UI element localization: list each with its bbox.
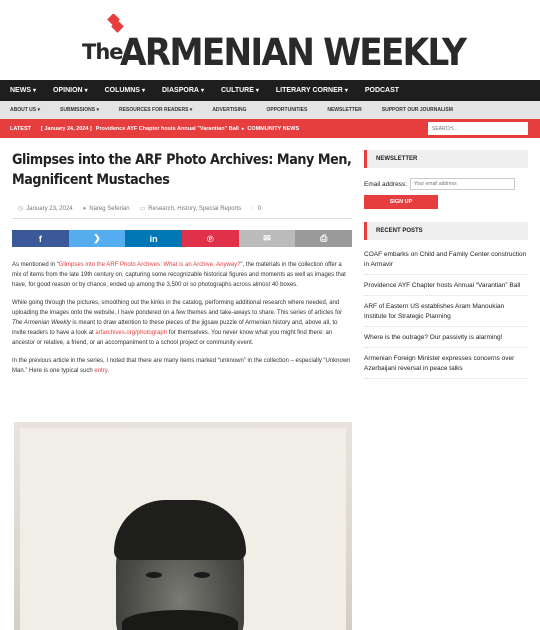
nav-literary-corner[interactable]: LITERARY CORNER ▾ [275, 87, 348, 94]
print-icon: ⎙ [320, 233, 328, 243]
subnav-newsletter[interactable]: NEWSLETTER [327, 107, 362, 113]
site-logo[interactable] [82, 12, 466, 74]
article-link[interactable]: Glimpses into the ARF Photo Archives: What is an Archive, Anyway? [58, 262, 241, 268]
main-nav [0, 80, 540, 101]
recent-post-link[interactable]: ARF of Eastern US establishes Aram Manoukian Institute for Strategic Planning [364, 302, 528, 327]
share-linkedin-button[interactable] [125, 230, 182, 247]
paragraph: In the previous article in the series, I noted that there are many items marked “unknown” in the collection – especially “Unknown Man.” Here is one typical such entry. [12, 358, 351, 374]
clock-icon: ◷ [18, 206, 24, 212]
archive-photo [14, 422, 352, 630]
subnav-resources[interactable]: RESOURCES FOR READERS ▾ [118, 107, 193, 113]
sidebar [364, 150, 528, 372]
article-comments-count[interactable]: 0 [257, 205, 262, 212]
logo-name: ARMENIAN WEEKLY [120, 31, 466, 74]
chevron-down-icon: ▾ [189, 107, 193, 113]
recent-post-link[interactable]: COAF embarks on Child and Family Center construction in Armavir [364, 250, 528, 275]
share-pinterest-button[interactable] [182, 230, 239, 247]
comment-icon: ◌ [251, 205, 255, 212]
article-date: January 23, 2024 [26, 205, 73, 212]
email-field[interactable] [410, 178, 515, 190]
search-input[interactable] [428, 122, 528, 135]
subnav-submissions[interactable]: SUBMISSIONS ▾ [60, 107, 99, 113]
share-twitter-button[interactable] [69, 230, 126, 247]
share-facebook-button[interactable] [12, 230, 69, 247]
chevron-down-icon: ▾ [141, 88, 145, 94]
newsletter-form [364, 178, 528, 209]
linkedin-icon: in [149, 233, 158, 244]
newsletter-widget-title: NEWSLETTER [364, 150, 528, 168]
secondary-nav [0, 101, 540, 119]
nav-podcast[interactable]: PODCAST [364, 87, 400, 94]
chevron-down-icon: ▾ [200, 88, 204, 94]
latest-ticker [0, 119, 540, 138]
article-author[interactable]: Nareg Seferian [89, 205, 130, 212]
email-label: Email address: [364, 180, 407, 188]
user-icon: ● [82, 205, 87, 212]
subnav-about-us[interactable]: ABOUT US ▾ [10, 107, 41, 113]
chevron-down-icon: ▾ [33, 88, 37, 94]
chevron-down-icon: ▾ [96, 107, 99, 113]
article [12, 150, 352, 374]
twitter-icon: ❯ [93, 233, 101, 243]
signup-button[interactable]: SIGN UP [364, 195, 438, 209]
article-categories[interactable]: Research, History, Special Reports [148, 205, 242, 212]
share-email-button[interactable] [239, 230, 296, 247]
recent-post-link[interactable]: Where is the outrage? Our passivity is alarming! [364, 333, 528, 348]
subnav-opportunities[interactable]: OPPORTUNITIES [266, 107, 308, 113]
divider [12, 218, 352, 219]
paragraph: As mentioned in “Glimpses into the ARF Photo Archives: What is an Archive, Anyway?”, the materials in the collection offer a mix of items from the late 19th century on, capturing some recognizable historical figures and moments as well as images that have, for good reason or by chance, ended up among the 3,500 or so photographs across almost 40 boxes. [12, 262, 346, 288]
entry-link[interactable]: entry [94, 368, 108, 374]
archive-link[interactable]: arfarchives.org/photograph [95, 330, 168, 336]
article-title: Glimpses into the ARF Photo Archives: Many Men, Magnificent Mustaches [12, 152, 352, 188]
recent-post-link[interactable]: Providence AYF Chapter hosts Annual “Varantian” Ball [364, 281, 528, 296]
subnav-support[interactable]: SUPPORT OUR JOURNALISM [381, 107, 453, 113]
recent-posts-widget [364, 222, 528, 385]
facebook-icon: f [38, 233, 42, 244]
latest-date: [ January 24, 2024 ] [40, 125, 92, 132]
nav-diaspora[interactable]: DIASPORA ▾ [162, 87, 204, 94]
nav-opinion[interactable]: OPINION ▾ [53, 87, 88, 94]
folder-icon: ▭ [139, 206, 146, 212]
pinterest-icon: ℗ [207, 233, 214, 244]
chevron-down-icon: ▾ [344, 88, 348, 94]
article-meta [18, 205, 261, 212]
recent-post-link[interactable]: Armenian Foreign Minister expresses concerns over Azerbaijani reversal in peace talks [364, 354, 528, 379]
chevron-down-icon: ▾ [37, 107, 41, 113]
chevron-down-icon: ▾ [255, 88, 259, 94]
latest-category[interactable]: COMMUNITY NEWS [247, 125, 300, 132]
latest-headline[interactable]: Providence AYF Chapter hosts Annual "Varantian" Ball [95, 125, 239, 132]
subnav-advertising[interactable]: ADVERTISING [212, 107, 247, 113]
share-bar [12, 230, 352, 247]
print-button[interactable] [295, 230, 352, 247]
chevron-right-icon: ▸ [241, 125, 245, 132]
article-body [12, 260, 352, 384]
nav-news[interactable]: NEWS ▾ [10, 87, 37, 94]
latest-label: LATEST [10, 125, 31, 132]
nav-columns[interactable]: COLUMNS ▾ [104, 87, 145, 94]
recent-posts-title: RECENT POSTS [364, 222, 528, 240]
paragraph: While going through the pictures, smoothing out the kinks in the catalog, performing additional research where needed, and uploading the images onto the website, I have pondered on a few themes and take-aways to share. This series of articles for The Armenian Weekly is meant to draw attention to these pieces of the jigsaw puzzle of Armenian history and, above all, to invite readers to have a look at arfarchives.org/photograph for themselves. You never know what you might find there: an ancestor or relative, a friend, or an accompaniment to a school project or community event. [12, 300, 343, 346]
site-header [0, 0, 540, 80]
chevron-down-icon: ▾ [84, 88, 88, 94]
email-icon: ✉ [263, 233, 271, 243]
nav-culture[interactable]: CULTURE ▾ [220, 87, 259, 94]
logo-prefix: The [82, 40, 123, 64]
